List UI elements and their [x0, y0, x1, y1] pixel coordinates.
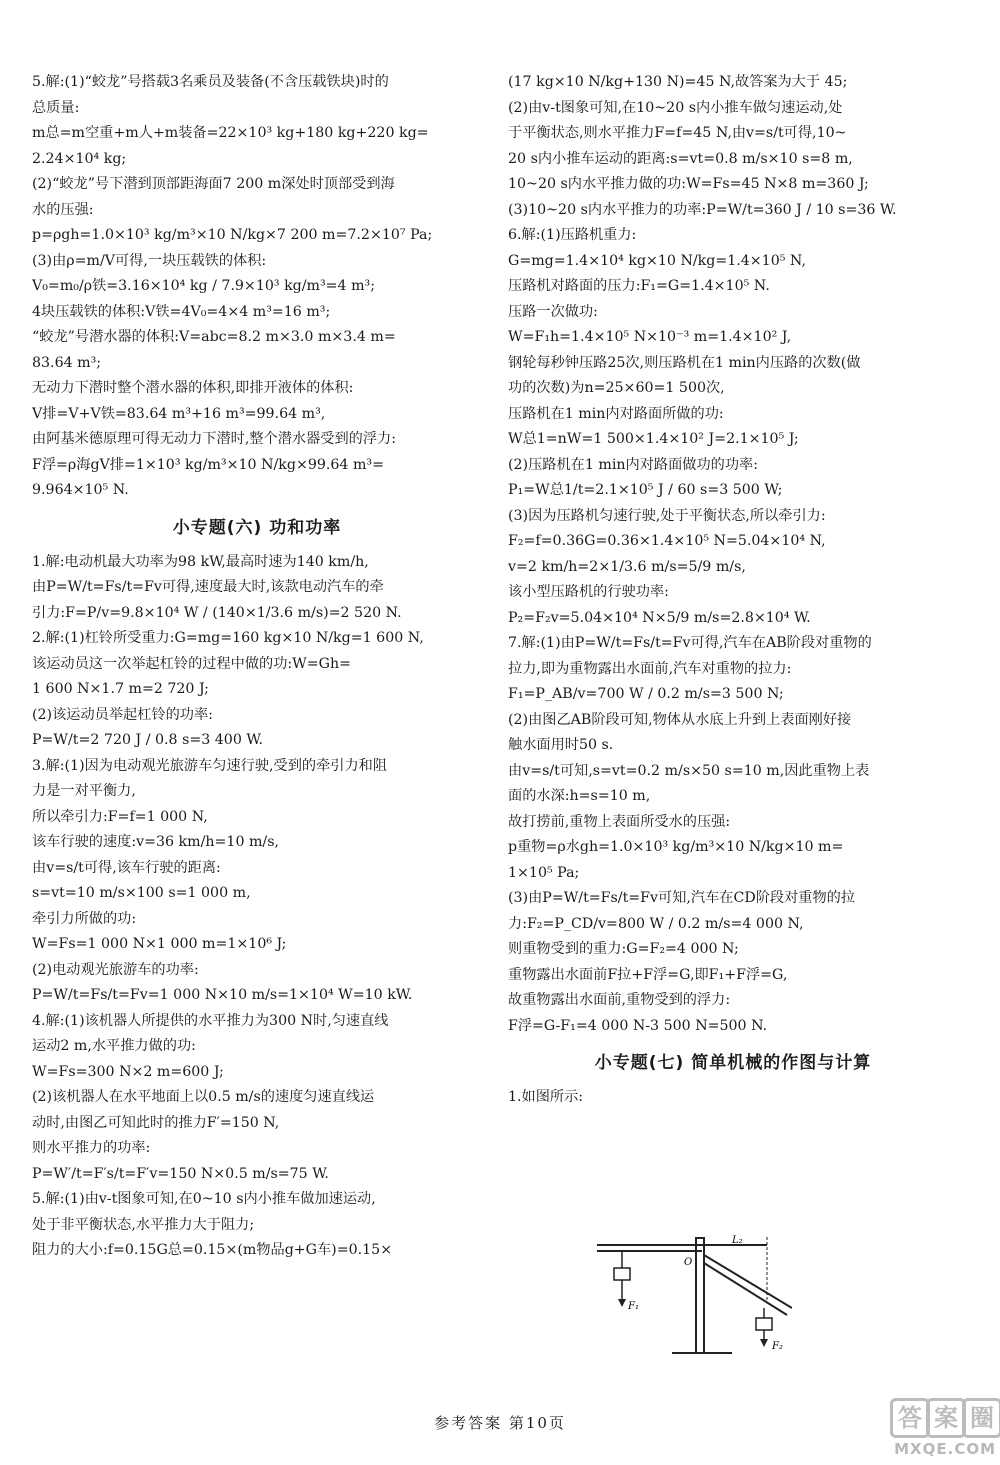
text-line: 9.964×10⁵ N.: [32, 482, 129, 498]
text-line: 牵引力所做的功:: [32, 910, 137, 927]
text-line: 水的压强:: [32, 201, 94, 218]
text-line: 钢轮每秒钟压路25次,则压路机在1 min内压路的次数(做: [508, 354, 861, 371]
text-line: (3)因为压路机匀速行驶,处于平衡状态,所以牵引力:: [508, 507, 826, 524]
text-line: 于平衡状态,则水平推力F=f=45 N,由v=s/t可得,10~: [508, 125, 847, 141]
section-six-title: 小专题(六) 功和功率: [172, 517, 342, 538]
text-line: (2)该运动员举起杠铃的功率:: [32, 706, 213, 723]
text-line: 压路一次做功:: [508, 303, 598, 320]
text-line: 力是一对平衡力,: [32, 783, 136, 799]
text-line: 1.解:电动机最大功率为98 kW,最高时速为140 km/h,: [32, 553, 369, 570]
text-line: F浮=G-F₁=4 000 N-3 500 N=500 N.: [508, 1017, 768, 1034]
text-line: 故重物露出水面前,重物受到的浮力:: [508, 992, 731, 1008]
text-line: 触水面用时50 s.: [508, 737, 614, 753]
text-line: G=mg=1.4×10⁴ kg×10 N/kg=1.4×10⁵ N,: [508, 252, 806, 269]
text-line: 则水平推力的功率:: [32, 1140, 151, 1156]
text-line: 力:F₂=P_CD/v=800 W / 0.2 m/s=4 000 N,: [508, 915, 804, 932]
watermark-char-1: 答: [890, 1398, 930, 1438]
text-line: 4.解:(1)该机器人所提供的水平推力为300 N时,匀速直线: [32, 1012, 389, 1029]
text-line: F₁=P_AB/v=700 W / 0.2 m/s=3 500 N;: [508, 686, 784, 702]
label-f1: F₁: [628, 1301, 639, 1312]
text-line: 4块压载铁的体积:V铁=4V₀=4×4 m³=16 m³;: [32, 303, 331, 320]
right-lines-a: [508, 70, 958, 1039]
text-line: 2.24×10⁴ kg;: [32, 150, 127, 167]
text-line: (2)“蛟龙”号下潜到顶部距海面7 200 m深处时顶部受到海: [32, 176, 395, 192]
text-line: 83.64 m³;: [32, 354, 102, 371]
right-column: [508, 70, 958, 1111]
text-line: 该车行驶的速度:v=36 km/h=10 m/s,: [32, 834, 280, 850]
text-line: 1×10⁵ Pa;: [508, 864, 580, 881]
page-footer: 参考答案 第10页: [434, 1414, 566, 1432]
text-line: 7.解:(1)由P=W/t=Fs/t=Fv可得,汽车在AB阶段对重物的: [508, 635, 872, 651]
watermark-char-2: 案: [926, 1398, 966, 1438]
text-line: 总质量:: [32, 99, 80, 116]
text-line: W=F₁h=1.4×10⁵ N×10⁻³ m=1.4×10² J,: [508, 329, 792, 345]
text-line: P₁=W总1/t=2.1×10⁵ J / 60 s=3 500 W;: [508, 482, 783, 498]
text-line: p=ρgh=1.0×10³ kg/m³×10 N/kg×7 200 m=7.2×10⁷ Pa;: [32, 227, 433, 243]
text-line: 阻力的大小:f=0.15G总=0.15×(m物品g+G车)=0.15×: [32, 1242, 393, 1258]
text-line: 20 s内小推车运动的距离:s=vt=0.8 m/s×10 s=8 m,: [508, 150, 853, 167]
text-line: 该小型压路机的行驶功率:: [508, 584, 669, 600]
text-line: 该运动员这一次举起杠铃的过程中做的功:W=Gh=: [32, 655, 351, 672]
text-line: 1 600 N×1.7 m=2 720 J;: [32, 681, 209, 697]
text-line: 动时,由图乙可知此时的推力F′=150 N,: [32, 1114, 280, 1131]
text-line: (2)由v-t图象可知,在10~20 s内小推车做匀速运动,处: [508, 99, 843, 116]
text-line: m总=m空重+m人+m装备=22×10³ kg+180 kg+220 kg=: [32, 125, 429, 141]
text-line: 由v=s/t可知,s=vt=0.2 m/s×50 s=10 m,因此重物上表: [508, 762, 870, 779]
label-o: O: [684, 1257, 693, 1268]
text-line: v=2 km/h=2×1/3.6 m/s=5/9 m/s,: [508, 558, 746, 575]
text-line: P₂=F₂v=5.04×10⁴ N×5/9 m/s=2.8×10⁴ W.: [508, 609, 811, 626]
text-line: W=Fs=300 N×2 m=600 J;: [32, 1063, 224, 1080]
lever-diagram: [592, 1233, 792, 1363]
label-l2: L₂: [732, 1235, 743, 1246]
text-line: 2.解:(1)杠铃所受重力:G=mg=160 kg×10 N/kg=1 600 N,: [32, 630, 424, 646]
text-line: (2)由图乙AB阶段可知,物体从水底上升到上表面刚好接: [508, 711, 852, 728]
text-line: p重物=ρ水gh=1.0×10³ kg/m³×10 N/kg×10 m=: [508, 839, 844, 855]
text-line: 3.解:(1)因为电动观光旅游车匀速行驶,受到的牵引力和阻: [32, 757, 388, 774]
text-line: 无动力下潜时整个潜水器的体积,即排开液体的体积:: [32, 380, 354, 396]
text-line: 由P=W/t=Fs/t=Fv可得,速度最大时,该款电动汽车的牵: [32, 579, 384, 595]
text-line: F浮=ρ海gV排=1×10³ kg/m³×10 N/kg×99.64 m³=: [32, 456, 384, 473]
label-f2: F₂: [772, 1341, 783, 1352]
left-lines-b: [32, 550, 482, 1264]
text-line: 故打捞前,重物上表面所受水的压强:: [508, 813, 731, 830]
watermark-logo: [836, 1398, 996, 1460]
text-line: 所以牵引力:F=f=1 000 N,: [32, 808, 208, 825]
text-line: (2)压路机在1 min内对路面做功的功率:: [508, 456, 758, 473]
text-line: 由阿基米德原理可得无动力下潜时,整个潜水器受到的浮力:: [32, 431, 396, 447]
text-line: 压路机在1 min内对路面所做的功:: [508, 405, 724, 422]
text-line: (3)10~20 s内水平推力的功率:P=W/t=360 J / 10 s=36 W.: [508, 201, 897, 218]
text-line: 10~20 s内水平推力做的功:W=Fs=45 N×8 m=360 J;: [508, 176, 869, 192]
text-line: V排=V+V铁=83.64 m³+16 m³=99.64 m³,: [32, 405, 326, 422]
text-line: 5.解:(1)由v-t图象可知,在0~10 s内小推车做加速运动,: [32, 1191, 376, 1207]
text-line: s=vt=10 m/s×100 s=1 000 m,: [32, 885, 251, 901]
text-line: 功的次数)为n=25×60=1 500次,: [508, 380, 725, 396]
text-line: V₀=m₀/ρ铁=3.16×10⁴ kg / 7.9×10³ kg/m³=4 m³;: [32, 278, 376, 294]
watermark-url: MXQE.COM: [894, 1440, 996, 1458]
text-line: W=Fs=1 000 N×1 000 m=1×10⁶ J;: [32, 936, 287, 952]
text-line: 则重物受到的重力:G=F₂=4 000 N;: [508, 941, 739, 957]
section-seven-title: 小专题(七) 简单机械的作图与计算: [594, 1053, 872, 1073]
text-line: 面的水深:h=s=10 m,: [508, 788, 651, 804]
text-line: 运动2 m,水平推力做的功:: [32, 1038, 196, 1054]
text-line: 由v=s/t可得,该车行驶的距离:: [32, 859, 221, 876]
text-line: F₂=f=0.36G=0.36×1.4×10⁵ N=5.04×10⁴ N,: [508, 533, 826, 549]
text-line: (17 kg×10 N/kg+130 N)=45 N,故答案为大于 45;: [508, 74, 848, 90]
text-line: 1.如图所示:: [508, 1089, 584, 1105]
left-column: [32, 70, 482, 1264]
text-line: P=W/t=Fs/t=Fv=1 000 N×10 m/s=1×10⁴ W=10 kW.: [32, 987, 413, 1003]
text-line: 引力:F=P/v=9.8×10⁴ W / (140×1/3.6 m/s)=2 520 N.: [32, 604, 402, 621]
text-line: W总1=nW=1 500×1.4×10² J=2.1×10⁵ J;: [508, 431, 799, 447]
text-line: P=W′/t=F′s/t=F′v=150 N×0.5 m/s=75 W.: [32, 1165, 329, 1182]
watermark-char-3: 圈: [962, 1398, 1000, 1438]
text-line: 6.解:(1)压路机重力:: [508, 227, 637, 243]
text-line: (3)由ρ=m/V可得,一块压载铁的体积:: [32, 252, 267, 269]
text-line: 5.解:(1)“蛟龙”号搭载3名乘员及装备(不含压载铁块)时的: [32, 74, 389, 90]
text-line: (2)电动观光旅游车的功率:: [32, 961, 199, 978]
text-line: 处于非平衡状态,水平推力大于阻力;: [32, 1216, 255, 1233]
text-line: “蛟龙”号潜水器的体积:V=abc=8.2 m×3.0 m×3.4 m=: [32, 329, 396, 345]
text-line: (2)该机器人在水平地面上以0.5 m/s的速度匀速直线运: [32, 1089, 375, 1105]
left-lines-a: [32, 70, 482, 504]
text-line: P=W/t=2 720 J / 0.8 s=3 400 W.: [32, 732, 263, 748]
text-line: 拉力,即为重物露出水面前,汽车对重物的拉力:: [508, 660, 792, 677]
text-line: 重物露出水面前F拉+F浮=G,即F₁+F浮=G,: [508, 966, 788, 983]
right-lines-b: [508, 1085, 958, 1111]
text-line: 压路机对路面的压力:F₁=G=1.4×10⁵ N.: [508, 278, 770, 294]
text-line: (3)由P=W/t=Fs/t=Fv可知,汽车在CD阶段对重物的拉: [508, 890, 856, 906]
